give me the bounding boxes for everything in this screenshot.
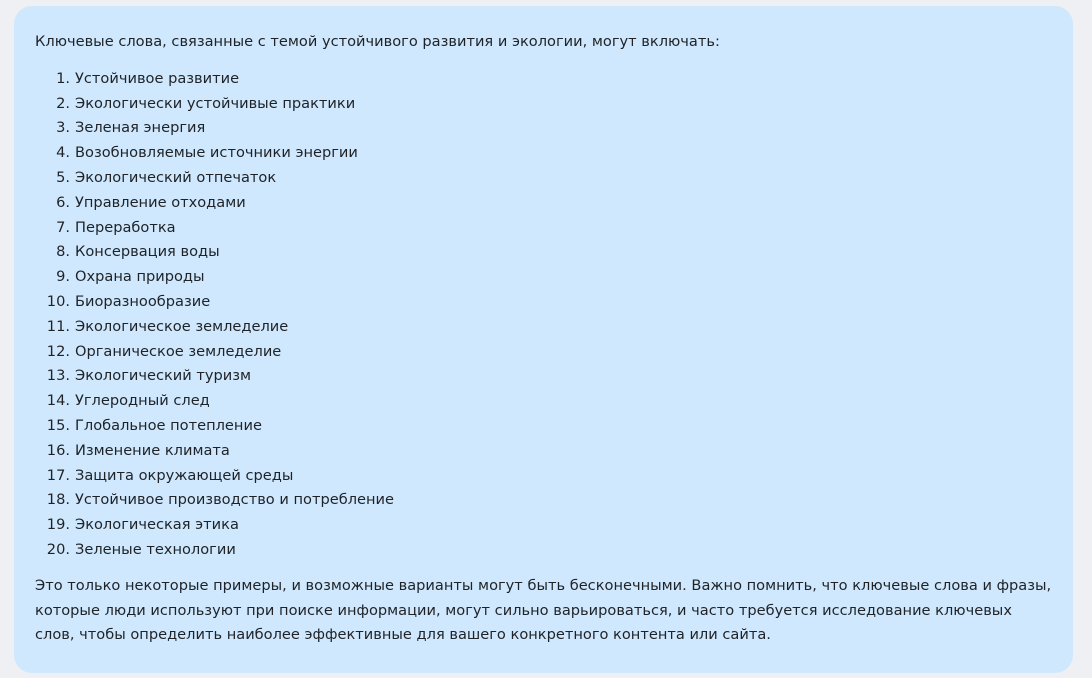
message-intro: Ключевые слова, связанные с темой устойчивого развития и экологии, могут включать:: [35, 33, 720, 50]
list-item-text: Возобновляемые источники энергии: [75, 144, 358, 162]
list-item-text: Глобальное потепление: [75, 416, 262, 434]
list-item: [35, 92, 1053, 117]
list-item-text: Консервация воды: [75, 243, 220, 261]
list-item-number: 15.: [46, 416, 70, 434]
list-item: [35, 290, 1053, 315]
list-item: [35, 538, 1053, 563]
list-item-text: Зеленая энергия: [75, 119, 206, 137]
list-item: [35, 513, 1053, 538]
list-item-number: 4.: [56, 144, 70, 162]
list-item-text: Экологически устойчивые практики: [75, 94, 356, 112]
list-item-number: 8.: [56, 243, 70, 261]
list-item-text: Экологический отпечаток: [75, 168, 277, 186]
list-item-number: 19.: [46, 516, 70, 534]
list-item: [35, 67, 1053, 92]
list-item: [35, 414, 1053, 439]
list-item-number: 2.: [56, 94, 70, 112]
list-item: [35, 488, 1053, 513]
list-item-text: Экологическая этика: [75, 516, 239, 534]
list-item-number: 9.: [56, 268, 70, 286]
list-item-number: 13.: [46, 367, 70, 385]
list-item-text: Экологический туризм: [75, 367, 252, 385]
list-item-text: Зеленые технологии: [75, 540, 236, 558]
list-item-text: Экологическое земледелие: [75, 317, 289, 335]
list-item-number: 3.: [56, 119, 70, 137]
list-item-text: Устойчивое производство и потребление: [75, 491, 395, 509]
list-item: [35, 265, 1053, 290]
list-item: [35, 216, 1053, 241]
assistant-message-bubble: [14, 6, 1073, 673]
list-item-number: 5.: [56, 168, 70, 186]
list-item: [35, 166, 1053, 191]
list-item: [35, 240, 1053, 265]
list-item-number: 10.: [46, 292, 70, 310]
list-item-number: 20.: [46, 540, 70, 558]
list-item-number: 16.: [46, 441, 70, 459]
list-item-number: 1.: [56, 69, 70, 87]
list-item: [35, 191, 1053, 216]
list-item: [35, 141, 1053, 166]
list-item: [35, 116, 1053, 141]
list-item-text: Охрана природы: [75, 268, 205, 286]
keyword-list: [35, 67, 1053, 563]
list-item: [35, 364, 1053, 389]
list-item-number: 18.: [46, 491, 70, 509]
list-item-text: Изменение климата: [75, 441, 230, 459]
list-item-number: 11.: [46, 317, 70, 335]
list-item-text: Защита окружающей среды: [75, 466, 294, 484]
list-item-text: Устойчивое развитие: [75, 69, 240, 87]
list-item-number: 6.: [56, 193, 70, 211]
list-item-number: 14.: [46, 392, 70, 410]
list-item-text: Управление отходами: [75, 193, 246, 211]
list-item-text: Углеродный след: [75, 392, 210, 410]
list-item-text: Переработка: [75, 218, 176, 236]
list-item: [35, 389, 1053, 414]
message-outro: Это только некоторые примеры, и возможные варианты могут быть бесконечными. Важно помнить, что ключевые слова и фразы, которые люди используют при поиске информации, могут сильно варьироваться, и часто требуется исследование ключевых слов, чтобы определить наиболее эффективные для вашего конкретного контента или сайта.: [35, 576, 1052, 644]
list-item: [35, 315, 1053, 340]
list-item-text: Органическое земледелие: [75, 342, 282, 360]
list-item: [35, 464, 1053, 489]
list-item-number: 12.: [46, 342, 70, 360]
list-item-number: 17.: [46, 466, 70, 484]
list-item: [35, 439, 1053, 464]
list-item-text: Биоразнообразие: [75, 292, 211, 310]
list-item-number: 7.: [56, 218, 70, 236]
list-item: [35, 340, 1053, 365]
